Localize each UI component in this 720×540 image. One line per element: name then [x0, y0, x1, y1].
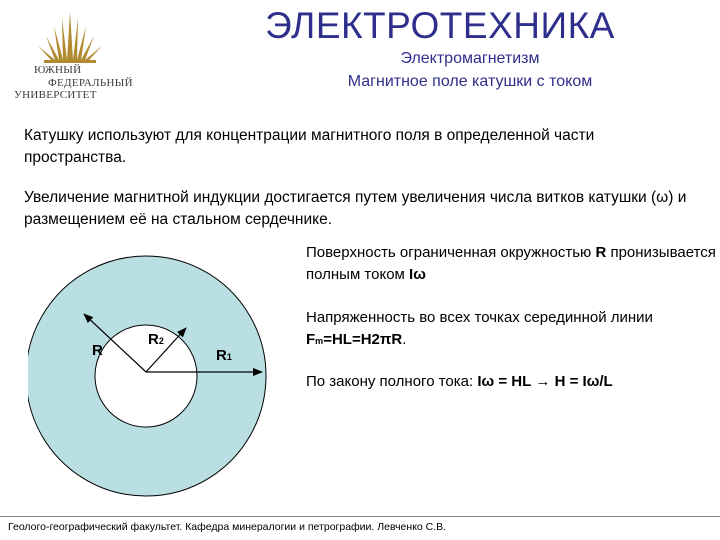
label-r1: R1 [216, 347, 232, 364]
implies-arrow: → [531, 373, 555, 390]
coil-ring-diagram [28, 244, 282, 510]
university-logo [12, 10, 132, 106]
symbol-total-current: Iω [409, 266, 426, 283]
logo-line-1: ЮЖНЫЙ [34, 64, 82, 76]
intensity-statement: Напряженность во всех точках серединной линии Fm=HL=H2πR. [306, 309, 653, 348]
university-emblem-icon [34, 10, 106, 66]
surface-statement: Поверхность ограниченная окружностью R пронизывается полным током Iω [306, 244, 716, 283]
section-subtitle: Электромагнетизм [400, 50, 540, 67]
label-r2-sub: 2 [158, 336, 164, 346]
result-formula: H = Iω/L [554, 373, 613, 390]
ring-cross-section [28, 256, 266, 496]
paragraph-2: Увеличение магнитной индукции достигается путем увеличения числа витков катушки (ω) и размещением её на стальном сердечнике. [24, 189, 687, 228]
label-r: R [92, 342, 103, 359]
logo-line-3: УНИВЕРСИТЕТ [14, 89, 97, 101]
symbol-r: R [595, 244, 607, 261]
topic-subtitle: Магнитное поле катушки с током [347, 73, 593, 90]
mmf-formula: =HL=H2πR [323, 331, 403, 348]
law-formula: Iω = HL [477, 373, 532, 390]
footer-divider [0, 516, 720, 517]
label-r1-sub: 1 [226, 352, 232, 362]
total-current-law: По закону полного тока: Iω = HL → H = Iω/L [306, 373, 613, 390]
page-title: ЭЛЕКТРОТЕХНИКА [265, 5, 615, 46]
footer-text: Геолого-географический факультет. Кафедра минералогии и петрографии. Левченко С.В. [8, 521, 447, 533]
logo-line-2: ФЕДЕРАЛЬНЫЙ [48, 76, 133, 89]
label-r2: R2 [148, 331, 164, 348]
paragraph-1: Катушку используют для концентрации магнитного поля в определенной части пространства. [24, 127, 595, 166]
